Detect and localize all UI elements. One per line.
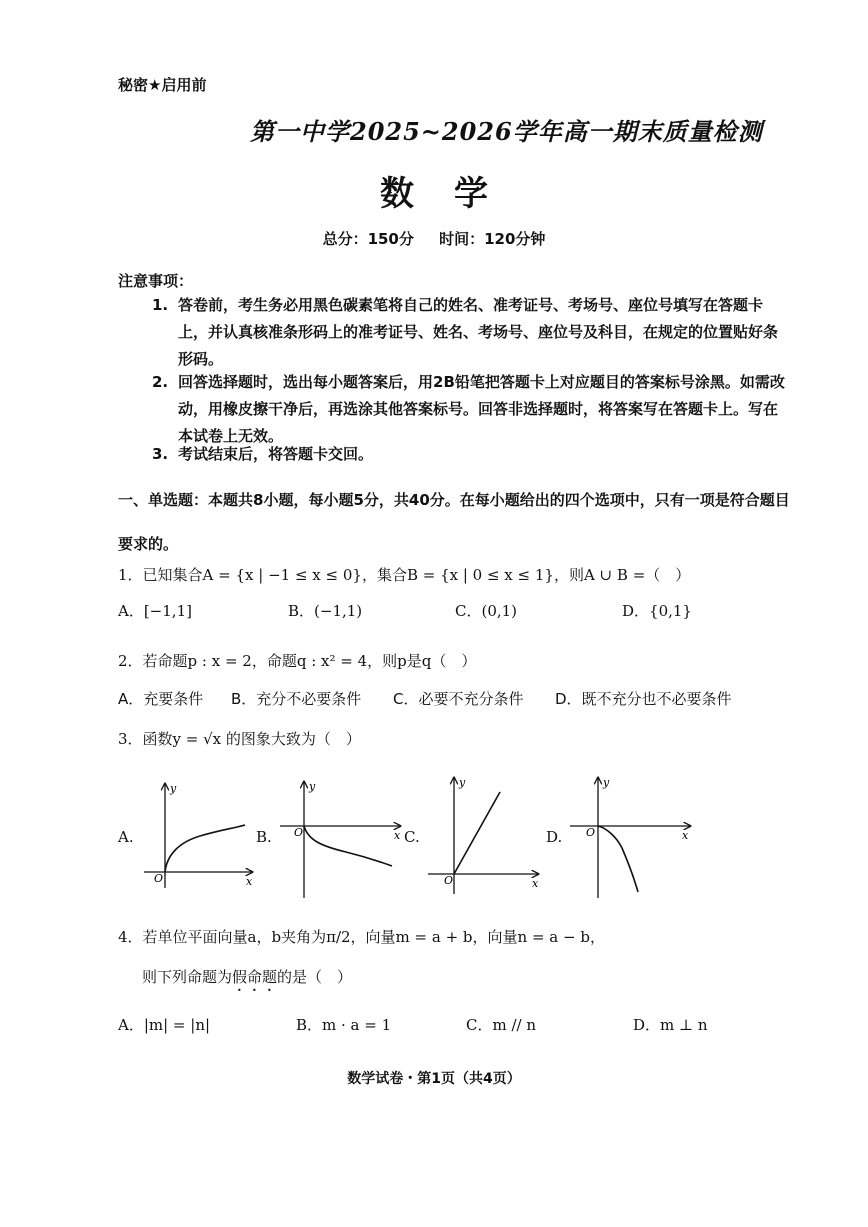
- notice-item-number: 1.: [152, 296, 169, 314]
- question-3-stem: 3．函数y = √x 的图象大致为（ ）: [118, 730, 361, 748]
- curve: [598, 826, 638, 892]
- x-label: x: [532, 877, 539, 890]
- graph-a: [140, 774, 260, 894]
- question-1-option-d: D．{0,1}: [622, 602, 692, 620]
- curve: [165, 825, 245, 872]
- question-1-option-a: A．[−1,1]: [118, 602, 192, 620]
- exam-meta: [0, 228, 868, 249]
- question-3-option-d: D.: [546, 828, 563, 846]
- question-2-option-d: D．既不充分也不必要条件: [555, 690, 732, 708]
- y-label: y: [170, 782, 177, 795]
- notice-item: [152, 369, 792, 450]
- exam-time: 时间：120分钟: [439, 230, 546, 248]
- question-4-stem: 4．若单位平面向量a，b夹角为π/2，向量m = a + b，向量n = a − b，: [118, 928, 605, 946]
- question-2-option-a: A．充要条件: [118, 690, 204, 708]
- y-label: y: [459, 776, 466, 789]
- x-label: x: [394, 829, 401, 842]
- page-footer: 数学试卷・第1页（共4页）: [347, 1071, 521, 1087]
- curve: [454, 792, 500, 874]
- notice-item: [152, 441, 792, 468]
- question-3-option-a: A.: [118, 828, 134, 846]
- question-3-option-b: B.: [256, 828, 272, 846]
- x-label: x: [682, 829, 689, 842]
- origin-label: O: [294, 826, 304, 839]
- question-2-option-c: C．必要不充分条件: [393, 690, 524, 708]
- section-instructions: 一、单选题：本题共8小题，每小题5分，共40分。在每小题给出的四个选项中，只有一项是符合题目要求的。: [118, 491, 790, 553]
- question-4-emphasis: 假命题: [232, 968, 278, 986]
- notice-item-text: 考试结束后，将答题卡交回。: [178, 445, 374, 463]
- origin-label: O: [586, 826, 596, 839]
- graph-d: [566, 770, 696, 900]
- question-4-stem-prefix: 则下列命题为: [142, 968, 233, 986]
- question-1-option-c: C．(0,1): [455, 602, 518, 620]
- origin-label: O: [154, 872, 164, 885]
- exam-title: 第一中学2025~2026学年高一期末质量检测: [250, 117, 763, 146]
- total-score: 总分：150分: [322, 230, 414, 248]
- graph-b: [276, 774, 406, 904]
- question-3-option-c: C.: [404, 828, 420, 846]
- question-4-stem-line2: [142, 966, 352, 995]
- notice-item-text: 回答选择题时，选出每小题答案后，用2B铅笔把答题卡上对应题目的答案标号涂黑。如需改动，用橡皮擦干净后，再选涂其他答案标号。回答非选择题时，将答案写在答题卡上。写在本试卷上无效。: [178, 373, 785, 445]
- curve: [304, 826, 392, 866]
- y-label: y: [603, 776, 610, 789]
- notice-item-number: 3.: [152, 445, 169, 463]
- question-1-option-b: B．(−1,1): [288, 602, 363, 620]
- x-label: x: [246, 875, 253, 888]
- notice-item-number: 2.: [152, 373, 169, 391]
- question-1-stem: 1．已知集合A = {x | −1 ≤ x ≤ 0}，集合B = {x | 0 ≤ x ≤ 1}，则A ∪ B =（ ）: [118, 566, 691, 584]
- notice-item-text: 答卷前，考生务必用黑色碳素笔将自己的姓名、准考证号、考场号、座位号填写在答题卡上，并认真核准条形码上的准考证号、姓名、考场号、座位号及科目，在规定的位置贴好条形码。: [178, 296, 779, 368]
- question-4-stem-suffix: 的是（ ）: [277, 968, 353, 986]
- question-4-option-d: D．m ⊥ n: [633, 1016, 708, 1034]
- graph-c: [424, 770, 544, 900]
- question-2-option-b: B．充分不必要条件: [231, 690, 362, 708]
- subject-title: 数学: [380, 174, 528, 214]
- question-2-stem: 2．若命题p : x = 2，命题q : x² = 4，则p是q（ ）: [118, 652, 477, 670]
- notice-item: [152, 292, 792, 373]
- notice-title: 注意事项：: [118, 272, 194, 290]
- origin-label: O: [444, 874, 454, 887]
- question-4-option-c: C．m // n: [466, 1016, 537, 1034]
- question-4-option-b: B．m · a = 1: [296, 1016, 392, 1034]
- y-label: y: [309, 780, 316, 793]
- question-4-option-a: A．|m| = |n|: [118, 1016, 211, 1034]
- confidential-label: 秘密★启用前: [118, 76, 207, 94]
